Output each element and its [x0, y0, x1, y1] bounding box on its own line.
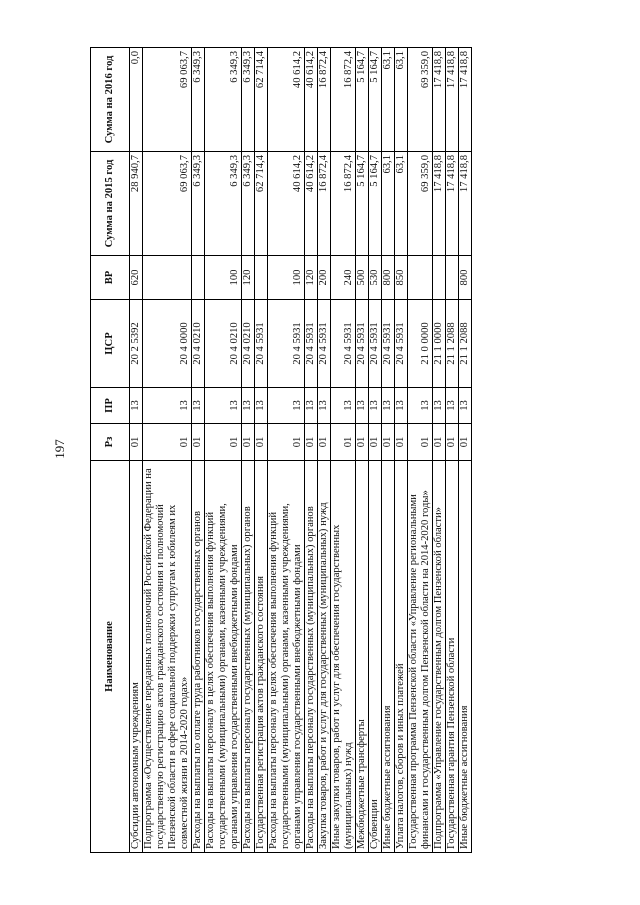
- cell-sum-2015: 16 872,4: [318, 152, 331, 256]
- cell-vr: 200: [318, 256, 331, 300]
- table-row: [382, 48, 395, 853]
- cell-rz: 01: [130, 424, 143, 461]
- cell-sum-2015: 5 164,7: [369, 152, 382, 256]
- table-row: [395, 48, 408, 853]
- cell-pr: 13: [446, 388, 459, 424]
- cell-sum-2016: 62 714,4: [255, 48, 268, 152]
- cell-rz: 01: [369, 424, 382, 461]
- cell-vr: [192, 256, 205, 300]
- table-row: [192, 48, 205, 853]
- cell-vr: 620: [130, 256, 143, 300]
- cell-name: Иные бюджетные ассигнования: [459, 461, 472, 853]
- cell-sum-2016: 5 164,7: [369, 48, 382, 152]
- cell-rz: 01: [205, 424, 242, 461]
- header-pr: ПР: [91, 388, 130, 424]
- cell-vr: [433, 256, 446, 300]
- cell-name: Государственная программа Пензенской области «Управление региональными финансами и государственным долгом Пензенской области на 2014-2020 годы»: [408, 461, 433, 853]
- cell-csr: 21 1 2088: [459, 300, 472, 388]
- cell-sum-2016: 6 349,3: [205, 48, 242, 152]
- cell-rz: 01: [318, 424, 331, 461]
- cell-sum-2015: 17 418,8: [433, 152, 446, 256]
- cell-sum-2015: 63,1: [382, 152, 395, 256]
- cell-pr: 13: [242, 388, 255, 424]
- cell-csr: 20 4 5931: [331, 300, 356, 388]
- table-row: [130, 48, 143, 853]
- cell-sum-2016: 17 418,8: [433, 48, 446, 152]
- cell-rz: 01: [143, 424, 192, 461]
- table-header-row: [91, 48, 130, 853]
- table-row: [318, 48, 331, 853]
- cell-pr: 13: [356, 388, 369, 424]
- cell-pr: 13: [205, 388, 242, 424]
- header-sum-2016: Сумма на 2016 год: [91, 48, 130, 152]
- table-row: [459, 48, 472, 853]
- cell-vr: 120: [242, 256, 255, 300]
- cell-sum-2016: 63,1: [382, 48, 395, 152]
- cell-csr: 20 2 5392: [130, 300, 143, 388]
- header-vr: ВР: [91, 256, 130, 300]
- table-row: [433, 48, 446, 853]
- cell-vr: 850: [395, 256, 408, 300]
- cell-sum-2016: 40 614,2: [305, 48, 318, 152]
- cell-csr: 20 4 5931: [255, 300, 268, 388]
- cell-vr: 120: [305, 256, 318, 300]
- cell-sum-2015: 28 940,7: [130, 152, 143, 256]
- cell-rz: 01: [395, 424, 408, 461]
- cell-rz: 01: [305, 424, 318, 461]
- cell-name: Расходы на выплаты персоналу государственных (муниципальных) органов: [242, 461, 255, 853]
- table-row: [242, 48, 255, 853]
- table-row: [255, 48, 268, 853]
- cell-vr: 240: [331, 256, 356, 300]
- cell-name: Расходы на выплаты персоналу в целях обеспечения выполнения функций государственными (муниципальными) органами, казенными учреждениями, органами управления государственными внебюджетными фондами: [268, 461, 305, 853]
- cell-rz: 01: [433, 424, 446, 461]
- cell-sum-2015: 5 164,7: [356, 152, 369, 256]
- cell-vr: 530: [369, 256, 382, 300]
- cell-csr: 20 4 5931: [382, 300, 395, 388]
- cell-sum-2015: 63,1: [395, 152, 408, 256]
- cell-name: Расходы на выплаты по оплате труда работников государственных органов: [192, 461, 205, 853]
- cell-sum-2016: 17 418,8: [459, 48, 472, 152]
- cell-pr: 13: [268, 388, 305, 424]
- header-name: Наименование: [91, 461, 130, 853]
- cell-csr: 20 4 0000: [143, 300, 192, 388]
- page-number: 197: [52, 439, 67, 459]
- cell-pr: 13: [408, 388, 433, 424]
- cell-sum-2015: 69 359,0: [408, 152, 433, 256]
- cell-csr: 20 4 5931: [356, 300, 369, 388]
- header-rz: Рз: [91, 424, 130, 461]
- cell-name: Подпрограмма «Управление государственным долгом Пензенской области»: [433, 461, 446, 853]
- cell-rz: 01: [242, 424, 255, 461]
- cell-name: Межбюджетные трансферты: [356, 461, 369, 853]
- table-row: [356, 48, 369, 853]
- cell-vr: 100: [205, 256, 242, 300]
- cell-csr: 20 4 5931: [369, 300, 382, 388]
- cell-rz: 01: [268, 424, 305, 461]
- cell-sum-2016: 69 063,7: [143, 48, 192, 152]
- cell-vr: [408, 256, 433, 300]
- cell-sum-2015: 6 349,3: [192, 152, 205, 256]
- cell-vr: 100: [268, 256, 305, 300]
- cell-vr: 800: [459, 256, 472, 300]
- cell-rz: 01: [331, 424, 356, 461]
- cell-sum-2015: 16 872,4: [331, 152, 356, 256]
- cell-sum-2015: 69 063,7: [143, 152, 192, 256]
- cell-sum-2015: 40 614,2: [305, 152, 318, 256]
- cell-csr: 21 1 0000: [433, 300, 446, 388]
- budget-table: [90, 47, 472, 853]
- header-csr: ЦСР: [91, 300, 130, 388]
- cell-name: Иные закупки товаров, работ и услуг для обеспечения государственных (муниципальных) нужд: [331, 461, 356, 853]
- cell-name: Государственная регистрация актов гражданского состояния: [255, 461, 268, 853]
- cell-vr: [446, 256, 459, 300]
- cell-sum-2015: 6 349,3: [242, 152, 255, 256]
- cell-rz: 01: [459, 424, 472, 461]
- cell-name: Расходы на выплаты персоналу в целях обеспечения выполнения функций государственными (муниципальными) органами, казенными учреждениями, органами управления государственными внебюджетными фондами: [205, 461, 242, 853]
- table-row: [446, 48, 459, 853]
- cell-name: Подпрограмма «Осуществление переданных полномочий Российской Федерации на государственную регистрацию актов гражданского состояния и полномочий Пензенской области в сфере социальной поддержки супругам к юбилеям их совместной жизни в 2014-2020 годах»: [143, 461, 192, 853]
- table-row: [143, 48, 192, 853]
- cell-name: Уплата налогов, сборов и иных платежей: [395, 461, 408, 853]
- cell-pr: 13: [433, 388, 446, 424]
- table-row: [408, 48, 433, 853]
- cell-vr: 800: [382, 256, 395, 300]
- cell-sum-2016: 6 349,3: [192, 48, 205, 152]
- cell-name: Субсидии автономным учреждениям: [130, 461, 143, 853]
- cell-pr: 13: [318, 388, 331, 424]
- cell-pr: 13: [395, 388, 408, 424]
- cell-pr: 13: [255, 388, 268, 424]
- table-row: [305, 48, 318, 853]
- cell-pr: 13: [192, 388, 205, 424]
- cell-vr: [143, 256, 192, 300]
- table-row: [205, 48, 242, 853]
- cell-csr: 20 4 0210: [192, 300, 205, 388]
- cell-sum-2015: 17 418,8: [459, 152, 472, 256]
- cell-sum-2016: 0,0: [130, 48, 143, 152]
- cell-csr: 20 4 0210: [242, 300, 255, 388]
- table-row: [369, 48, 382, 853]
- cell-name: Иные бюджетные ассигнования: [382, 461, 395, 853]
- cell-csr: 20 4 0210: [205, 300, 242, 388]
- cell-sum-2016: 16 872,4: [331, 48, 356, 152]
- cell-sum-2015: 6 349,3: [205, 152, 242, 256]
- cell-csr: 21 0 0000: [408, 300, 433, 388]
- cell-name: Субвенции: [369, 461, 382, 853]
- cell-rz: 01: [382, 424, 395, 461]
- cell-vr: 500: [356, 256, 369, 300]
- cell-vr: [255, 256, 268, 300]
- cell-pr: 13: [459, 388, 472, 424]
- cell-csr: 21 1 2088: [446, 300, 459, 388]
- cell-sum-2016: 69 359,0: [408, 48, 433, 152]
- cell-rz: 01: [192, 424, 205, 461]
- cell-sum-2015: 40 614,2: [268, 152, 305, 256]
- cell-csr: 20 4 5931: [395, 300, 408, 388]
- table-row: [331, 48, 356, 853]
- cell-csr: 20 4 5931: [268, 300, 305, 388]
- cell-name: Государственная гарантия Пензенской области: [446, 461, 459, 853]
- cell-sum-2016: 63,1: [395, 48, 408, 152]
- cell-sum-2016: 17 418,8: [446, 48, 459, 152]
- budget-table-container: [90, 48, 472, 853]
- cell-rz: 01: [408, 424, 433, 461]
- cell-csr: 20 4 5931: [305, 300, 318, 388]
- cell-sum-2015: 62 714,4: [255, 152, 268, 256]
- cell-rz: 01: [356, 424, 369, 461]
- table-body: [130, 48, 472, 853]
- cell-rz: 01: [446, 424, 459, 461]
- cell-sum-2016: 5 164,7: [356, 48, 369, 152]
- cell-pr: 13: [382, 388, 395, 424]
- cell-sum-2016: 6 349,3: [242, 48, 255, 152]
- header-sum-2015: Сумма на 2015 год: [91, 152, 130, 256]
- cell-pr: 13: [143, 388, 192, 424]
- cell-pr: 13: [130, 388, 143, 424]
- table-row: [268, 48, 305, 853]
- cell-csr: 20 4 5931: [318, 300, 331, 388]
- cell-sum-2016: 16 872,4: [318, 48, 331, 152]
- cell-pr: 13: [369, 388, 382, 424]
- cell-sum-2015: 17 418,8: [446, 152, 459, 256]
- cell-pr: 13: [305, 388, 318, 424]
- cell-pr: 13: [331, 388, 356, 424]
- cell-sum-2016: 40 614,2: [268, 48, 305, 152]
- cell-name: Закупка товаров, работ и услуг для государственных (муниципальных) нужд: [318, 461, 331, 853]
- cell-name: Расходы на выплаты персоналу государственных (муниципальных) органов: [305, 461, 318, 853]
- cell-rz: 01: [255, 424, 268, 461]
